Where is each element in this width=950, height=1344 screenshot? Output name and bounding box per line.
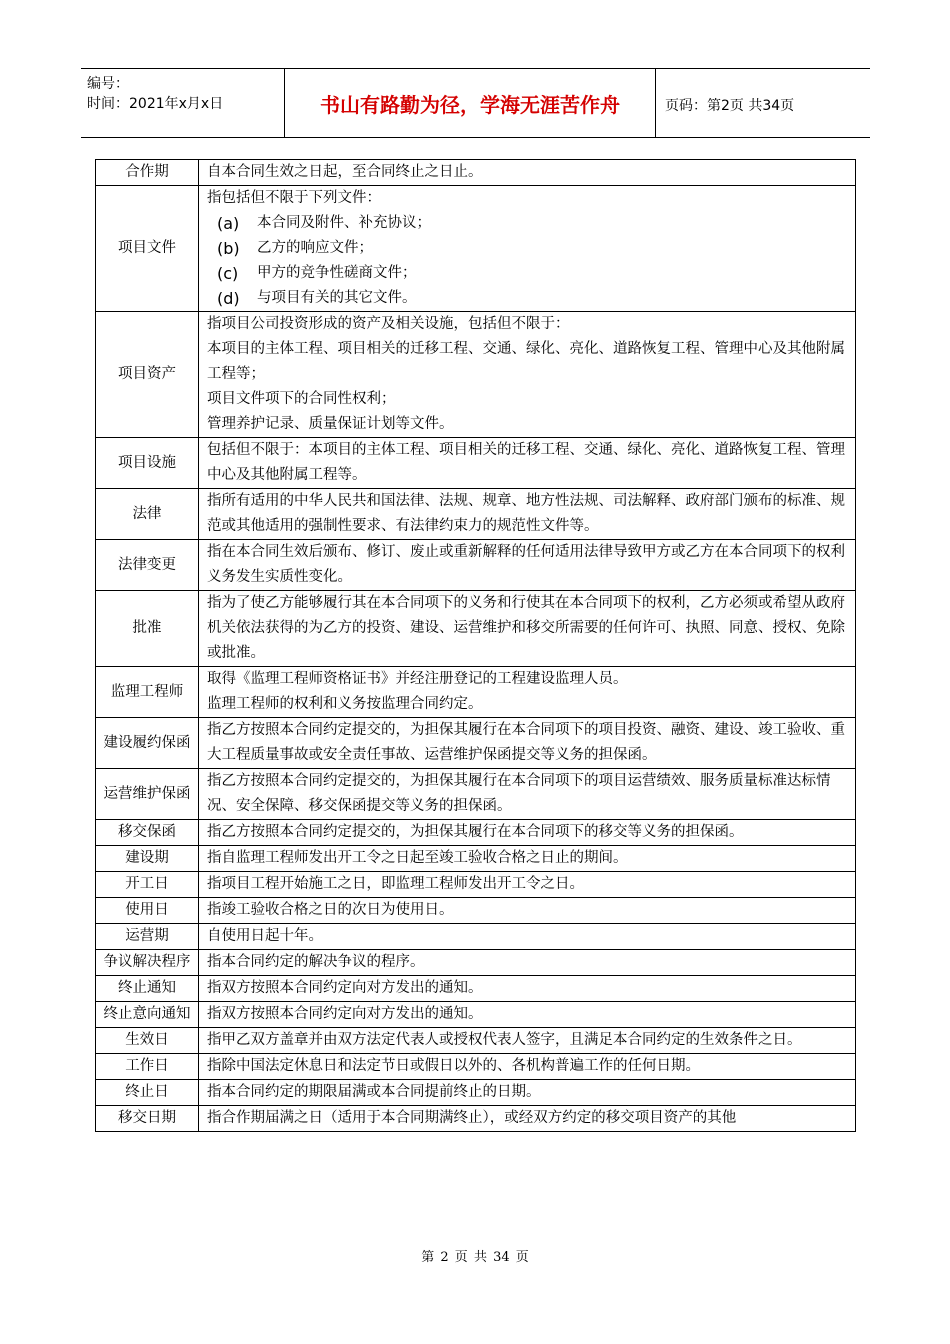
document-date: 时间：2021年x月x日 xyxy=(87,96,224,112)
table-row xyxy=(96,950,856,976)
table-row xyxy=(96,820,856,846)
definition-term: 争议解决程序 xyxy=(96,950,199,976)
definition-list-item xyxy=(207,261,847,286)
definition-list-item xyxy=(207,286,847,311)
definition-text xyxy=(199,718,856,769)
table-row xyxy=(96,1002,856,1028)
definition-line: 自使用日起十年。 xyxy=(207,928,323,944)
list-item-marker: (d) xyxy=(217,289,240,308)
definition-line: 指双方按照本合同约定向对方发出的通知。 xyxy=(207,980,483,996)
table-row xyxy=(96,1028,856,1054)
footer-gong: 共 xyxy=(473,1250,487,1265)
definition-line: 指乙方按照本合同约定提交的，为担保其履行在本合同项下的项目投资、融资、建设、竣工验收、重大工程质量事故或安全责任事故、运营维护保函提交等义务的担保函。 xyxy=(207,722,845,763)
table-row xyxy=(96,898,856,924)
table-row xyxy=(96,769,856,820)
definition-text xyxy=(199,438,856,489)
definition-text xyxy=(199,1028,856,1054)
definition-line: 本项目的主体工程、项目相关的迁移工程、交通、绿化、亮化、道路恢复工程、管理中心及其他附属工程等； xyxy=(207,341,845,382)
definition-term: 使用日 xyxy=(96,898,199,924)
table-row xyxy=(96,718,856,769)
definition-text xyxy=(199,540,856,591)
definition-term: 运营期 xyxy=(96,924,199,950)
definition-term: 合作期 xyxy=(96,160,199,186)
definition-term: 批准 xyxy=(96,591,199,667)
table-row xyxy=(96,1080,856,1106)
definition-term: 法律 xyxy=(96,489,199,540)
table-row xyxy=(96,438,856,489)
definition-line: 监理工程师的权利和义务按监理合同约定。 xyxy=(207,696,483,712)
table-row xyxy=(96,489,856,540)
definition-term: 移交保函 xyxy=(96,820,199,846)
page-header xyxy=(81,68,870,138)
footer-di: 第 xyxy=(421,1250,435,1265)
definition-text xyxy=(199,846,856,872)
page-footer xyxy=(0,1246,950,1265)
definition-line: 指项目公司投资形成的资产及相关设施，包括但不限于： xyxy=(207,316,570,332)
definition-term: 工作日 xyxy=(96,1054,199,1080)
definition-list-item xyxy=(207,211,847,236)
definition-term: 终止日 xyxy=(96,1080,199,1106)
list-item-text: 乙方的响应文件； xyxy=(257,240,373,256)
list-item-text: 本合同及附件、补充协议； xyxy=(257,215,431,231)
footer-total-pages: 34 xyxy=(493,1250,510,1265)
definition-text xyxy=(199,667,856,718)
definition-line: 指项目工程开始施工之日，即监理工程师发出开工令之日。 xyxy=(207,876,584,892)
definition-text xyxy=(199,1106,856,1132)
table-row xyxy=(96,540,856,591)
header-motto: 书山有路勤为径，学海无涯苦作舟 xyxy=(284,69,656,137)
definition-line: 指乙方按照本合同约定提交的，为担保其履行在本合同项下的移交等义务的担保函。 xyxy=(207,824,744,840)
definition-text xyxy=(199,489,856,540)
definitions-table xyxy=(95,159,856,1132)
list-item-text: 与项目有关的其它文件。 xyxy=(257,290,417,306)
definition-line: 指在本合同生效后颁布、修订、废止或重新解释的任何适用法律导致甲方或乙方在本合同项下的权利义务发生实质性变化。 xyxy=(207,544,845,585)
definitions-table-body xyxy=(96,160,856,1132)
definition-line: 指竣工验收合格之日的次日为使用日。 xyxy=(207,902,454,918)
table-row xyxy=(96,312,856,438)
definition-term: 终止意向通知 xyxy=(96,1002,199,1028)
definition-text xyxy=(199,591,856,667)
definition-line: 指除中国法定休息日和法定节日或假日以外的、各机构普遍工作的任何日期。 xyxy=(207,1058,700,1074)
table-row xyxy=(96,976,856,1002)
definition-text xyxy=(199,1054,856,1080)
list-item-text: 甲方的竞争性磋商文件； xyxy=(257,265,417,281)
definition-line: 指自监理工程师发出开工令之日起至竣工验收合格之日止的期间。 xyxy=(207,850,628,866)
footer-ye2: 页 xyxy=(515,1250,529,1265)
definition-line: 包括但不限于：本项目的主体工程、项目相关的迁移工程、交通、绿化、亮化、道路恢复工程、管理中心及其他附属工程等。 xyxy=(207,442,845,483)
list-item-marker: (b) xyxy=(217,239,240,258)
definition-line: 指本合同约定的期限届满或本合同提前终止的日期。 xyxy=(207,1084,541,1100)
definition-text xyxy=(199,976,856,1002)
definition-line: 指双方按照本合同约定向对方发出的通知。 xyxy=(207,1006,483,1022)
definition-term: 项目资产 xyxy=(96,312,199,438)
definition-line: 指甲乙双方盖章并由双方法定代表人或授权代表人签字，且满足本合同约定的生效条件之日。 xyxy=(207,1032,802,1048)
definition-text xyxy=(199,820,856,846)
definition-term: 生效日 xyxy=(96,1028,199,1054)
definition-text xyxy=(199,924,856,950)
document-number-label: 编号： xyxy=(87,76,129,92)
definition-text xyxy=(199,186,856,312)
footer-page-number: 2 xyxy=(440,1250,449,1265)
definition-line: 取得《监理工程师资格证书》并经注册登记的工程建设监理人员。 xyxy=(207,671,628,687)
definition-line: 指所有适用的中华人民共和国法律、法规、规章、地方性法规、司法解释、政府部门颁布的标准、规范或其他适用的强制性要求、有法律约束力的规范性文件等。 xyxy=(207,493,845,534)
definition-term: 项目设施 xyxy=(96,438,199,489)
table-row xyxy=(96,186,856,312)
definition-line: 项目文件项下的合同性权利； xyxy=(207,391,396,407)
table-row xyxy=(96,160,856,186)
definition-term: 终止通知 xyxy=(96,976,199,1002)
table-row xyxy=(96,846,856,872)
list-item-marker: (c) xyxy=(217,264,239,283)
definition-text xyxy=(199,1080,856,1106)
definition-term: 运营维护保函 xyxy=(96,769,199,820)
table-row xyxy=(96,1106,856,1132)
definition-term: 移交日期 xyxy=(96,1106,199,1132)
definition-line: 管理养护记录、质量保证计划等文件。 xyxy=(207,416,454,432)
definition-text xyxy=(199,1002,856,1028)
definition-line: 指为了使乙方能够履行其在本合同项下的义务和行使其在本合同项下的权利，乙方必须或希望从政府机关依法获得的为乙方的投资、建设、运营维护和移交所需要的任何许可、执照、同意、授权、免除或批准。 xyxy=(207,595,845,661)
definition-term: 开工日 xyxy=(96,872,199,898)
definition-list-item xyxy=(207,236,847,261)
definition-term: 法律变更 xyxy=(96,540,199,591)
header-meta xyxy=(81,69,284,137)
definition-line: 指乙方按照本合同约定提交的，为担保其履行在本合同项下的项目运营绩效、服务质量标准达标情况、安全保障、移交保函提交等义务的担保函。 xyxy=(207,773,831,814)
list-item-marker: (a) xyxy=(217,214,240,233)
table-row xyxy=(96,924,856,950)
definition-text xyxy=(199,898,856,924)
definition-text xyxy=(199,950,856,976)
definition-text xyxy=(199,312,856,438)
definition-term: 监理工程师 xyxy=(96,667,199,718)
definition-line: 自本合同生效之日起，至合同终止之日止。 xyxy=(207,164,483,180)
definition-line: 指合作期届满之日（适用于本合同期满终止），或经双方约定的移交项目资产的其他 xyxy=(207,1110,737,1126)
definition-intro: 指包括但不限于下列文件： xyxy=(207,190,381,206)
definition-text xyxy=(199,769,856,820)
table-row xyxy=(96,591,856,667)
footer-ye: 页 xyxy=(454,1250,468,1265)
definition-text xyxy=(199,160,856,186)
table-row xyxy=(96,872,856,898)
definition-line: 指本合同约定的解决争议的程序。 xyxy=(207,954,425,970)
definition-term: 建设履约保函 xyxy=(96,718,199,769)
definition-term: 项目文件 xyxy=(96,186,199,312)
header-page-info: 页码：第2页 共34页 xyxy=(665,98,795,114)
table-row xyxy=(96,667,856,718)
definition-term: 建设期 xyxy=(96,846,199,872)
definition-text xyxy=(199,872,856,898)
table-row xyxy=(96,1054,856,1080)
